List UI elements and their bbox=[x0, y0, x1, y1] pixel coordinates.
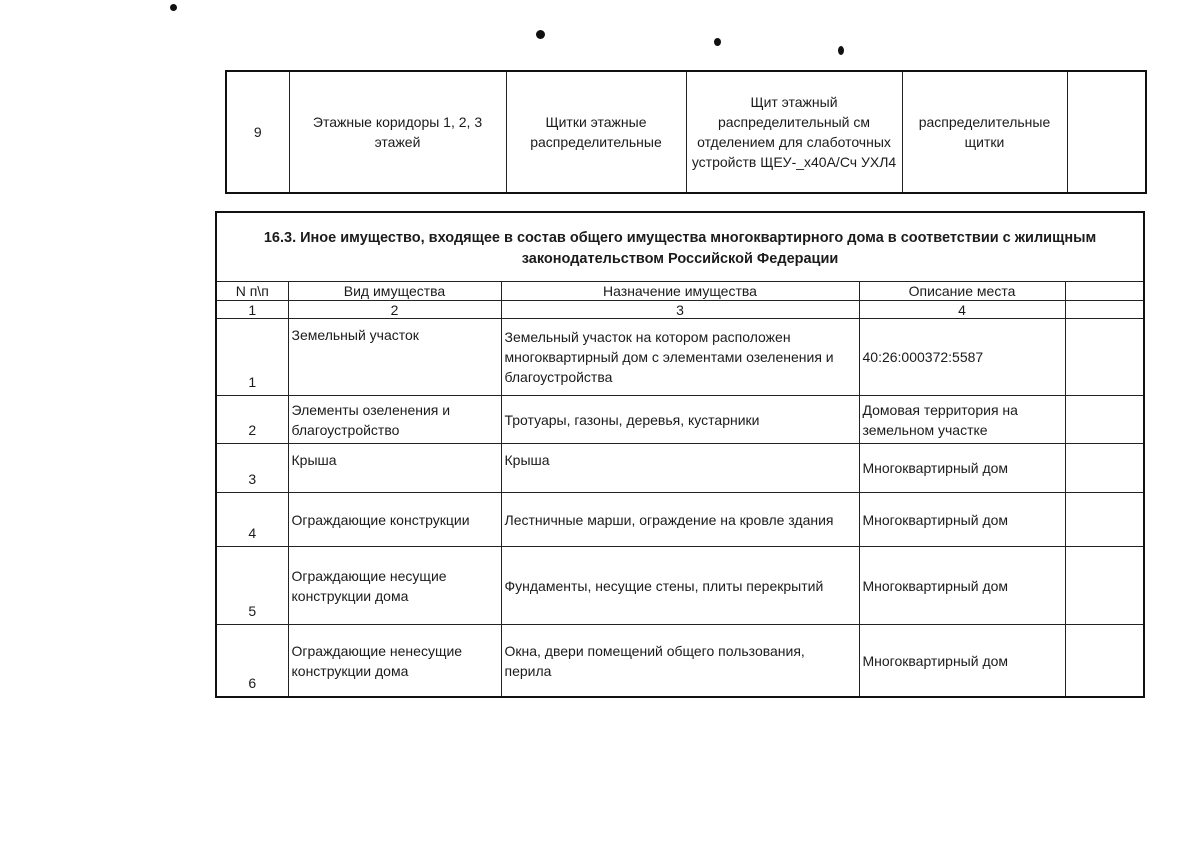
empty-cell bbox=[1065, 493, 1144, 547]
row-number: 1 bbox=[216, 319, 288, 396]
header-row bbox=[216, 282, 1144, 301]
column-number-empty bbox=[1065, 301, 1144, 319]
kind-cell: Земельный участок bbox=[288, 319, 501, 396]
column-number: 3 bbox=[501, 301, 859, 319]
row-number: 2 bbox=[216, 396, 288, 444]
row-number: 4 bbox=[216, 493, 288, 547]
location-cell: Многоквартирный дом bbox=[859, 547, 1065, 625]
scan-speck bbox=[838, 46, 844, 55]
section-title: 16.3. Иное имущество, входящее в состав общего имущества многоквартирного дома в соответствии с жилищным законодательством Российской Федерации bbox=[216, 212, 1144, 282]
purpose-cell: Окна, двери помещений общего пользования, перила bbox=[501, 625, 859, 698]
kind-cell: Ограждающие несущие конструкции дома bbox=[288, 547, 501, 625]
column-number: 2 bbox=[288, 301, 501, 319]
column-number: 1 bbox=[216, 301, 288, 319]
header-purpose: Назначение имущества bbox=[501, 282, 859, 301]
empty-cell bbox=[1065, 547, 1144, 625]
premises-table-fragment bbox=[225, 70, 1147, 194]
description-cell: Щит этажный распределительный см отделением для слаботочных устройств ЩЕУ-_х40А/Сч УХЛ4 bbox=[686, 71, 902, 193]
kind-cell: Элементы озеленения и благоустройство bbox=[288, 396, 501, 444]
purpose-cell: распределительные щитки bbox=[902, 71, 1067, 193]
column-number: 4 bbox=[859, 301, 1065, 319]
purpose-cell: Тротуары, газоны, деревья, кустарники bbox=[501, 396, 859, 444]
kind-cell: Ограждающие ненесущие конструкции дома bbox=[288, 625, 501, 698]
table-row bbox=[216, 444, 1144, 493]
row-number: 6 bbox=[216, 625, 288, 698]
column-number-row bbox=[216, 301, 1144, 319]
scan-speck bbox=[536, 30, 545, 39]
empty-cell bbox=[1065, 625, 1144, 698]
purpose-cell: Крыша bbox=[501, 444, 859, 493]
other-property-table bbox=[215, 211, 1145, 698]
equipment-cell: Щитки этажные распределительные bbox=[506, 71, 686, 193]
location-cell: Многоквартирный дом bbox=[859, 625, 1065, 698]
header-empty bbox=[1065, 282, 1144, 301]
kind-cell: Крыша bbox=[288, 444, 501, 493]
row-number: 5 bbox=[216, 547, 288, 625]
empty-cell bbox=[1065, 319, 1144, 396]
purpose-cell: Лестничные марши, ограждение на кровле здания bbox=[501, 493, 859, 547]
empty-cell bbox=[1067, 71, 1146, 193]
header-kind: Вид имущества bbox=[288, 282, 501, 301]
location-cell: Многоквартирный дом bbox=[859, 493, 1065, 547]
table-row bbox=[216, 396, 1144, 444]
purpose-cell: Земельный участок на котором расположен многоквартирный дом с элементами озеленения и благоустройства bbox=[501, 319, 859, 396]
empty-cell bbox=[1065, 444, 1144, 493]
premises-cell: Этажные коридоры 1, 2, 3 этажей bbox=[289, 71, 506, 193]
header-number: N п\п bbox=[216, 282, 288, 301]
empty-cell bbox=[1065, 396, 1144, 444]
row-number: 9 bbox=[226, 71, 289, 193]
kind-cell: Ограждающие конструкции bbox=[288, 493, 501, 547]
purpose-cell: Фундаменты, несущие стены, плиты перекрытий bbox=[501, 547, 859, 625]
row-number: 3 bbox=[216, 444, 288, 493]
table-row bbox=[226, 71, 1146, 193]
header-location: Описание места bbox=[859, 282, 1065, 301]
table-row bbox=[216, 625, 1144, 698]
scan-speck bbox=[170, 4, 177, 11]
table-row bbox=[216, 547, 1144, 625]
location-cell: Многоквартирный дом bbox=[859, 444, 1065, 493]
table-row bbox=[216, 319, 1144, 396]
scan-speck bbox=[714, 38, 721, 46]
location-cell: Домовая территория на земельном участке bbox=[859, 396, 1065, 444]
location-cell: 40:26:000372:5587 bbox=[859, 319, 1065, 396]
table-row bbox=[216, 493, 1144, 547]
